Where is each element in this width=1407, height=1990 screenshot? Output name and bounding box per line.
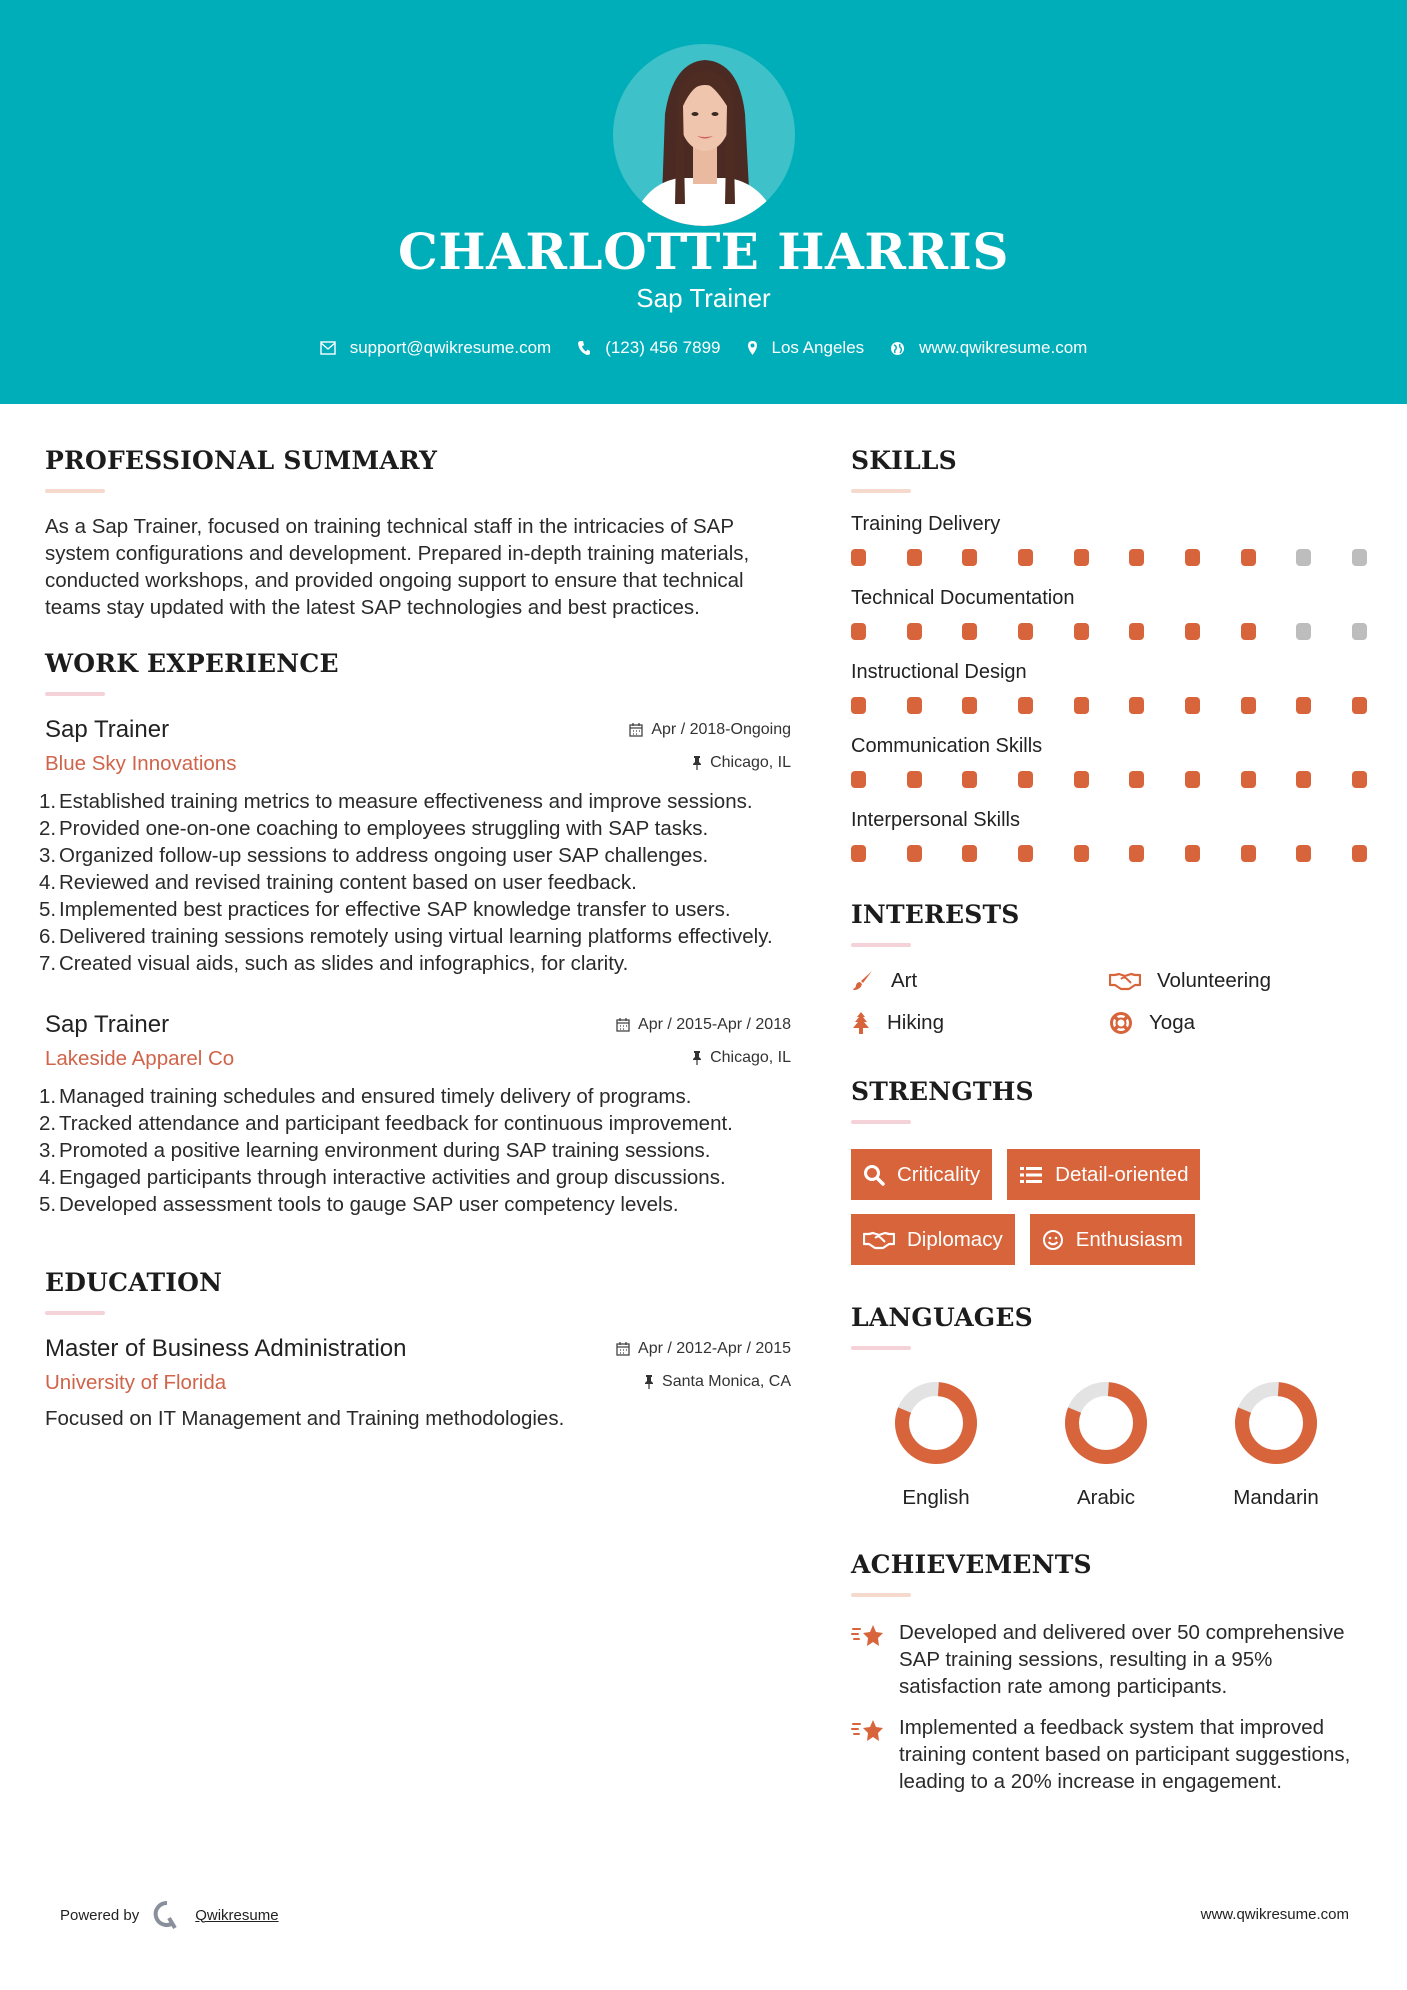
list-item: 6. Delivered training sessions remotely using virtual learning platforms effectively. (39, 925, 773, 948)
achievement-item (851, 1714, 1367, 1795)
contact-email[interactable] (320, 338, 552, 358)
rating-dot-filled (851, 771, 866, 788)
education-section (45, 1268, 791, 1432)
footer-website[interactable]: www.qwikresume.com (1200, 1906, 1349, 1923)
list-item: 5. Implemented best practices for effective SAP knowledge transfer to users. (39, 898, 731, 921)
strength-criticality (851, 1149, 992, 1200)
rating-dot-filled (1074, 697, 1089, 714)
education-dates (616, 1340, 791, 1358)
education-location (644, 1373, 791, 1391)
achievement-text: Implemented a feedback system that improved training content based on participant suggestions, leading to a 20% increase in engagement. (899, 1716, 1351, 1793)
pushpin-icon (692, 755, 702, 770)
strength-diplomacy (851, 1214, 1015, 1265)
skill-rating (851, 549, 1367, 566)
rating-dot-filled (962, 845, 977, 862)
powered-by-label: Powered by (60, 1906, 140, 1924)
list-item: 4. Reviewed and revised training content based on user feedback. (39, 871, 637, 894)
interest-hiking (851, 1011, 1109, 1035)
rating-dot-filled (1241, 623, 1256, 640)
language-name: Mandarin (1233, 1486, 1319, 1509)
avatar (613, 44, 795, 226)
section-heading: WORK EXPERIENCE (45, 649, 339, 678)
resume-header (0, 0, 1407, 404)
list-item: 2. Tracked attendance and participant feedback for continuous improvement. (39, 1112, 733, 1135)
language-item (1191, 1378, 1361, 1510)
search-icon (863, 1164, 885, 1186)
candidate-title: Sap Trainer (636, 283, 771, 313)
school: University of Florida (45, 1371, 227, 1394)
job-dates (629, 721, 791, 739)
list-item: 1. Established training metrics to measure effectiveness and improve sessions. (39, 790, 753, 813)
website-text: www.qwikresume.com (919, 338, 1088, 357)
education-location-text: Santa Monica, CA (662, 1372, 791, 1390)
section-heading: SKILLS (851, 446, 957, 475)
skill-name: Instructional Design (851, 661, 1027, 683)
job-entry (39, 716, 791, 977)
job-bullets (39, 788, 791, 977)
strength-label: Diplomacy (907, 1227, 1003, 1251)
rating-dot-empty (1352, 623, 1367, 640)
list-item: 4. Engaged participants through interactive activities and group discussions. (39, 1166, 726, 1189)
rating-dot-filled (1018, 623, 1033, 640)
section-divider (851, 1593, 911, 1597)
skill-rating (851, 771, 1367, 788)
job-location-text: Chicago, IL (710, 753, 791, 771)
rating-dot-filled (1352, 697, 1367, 714)
section-heading: PROFESSIONAL SUMMARY (45, 446, 438, 475)
paintbrush-icon (851, 969, 875, 993)
strength-detail-oriented (1007, 1149, 1200, 1200)
section-divider (45, 489, 105, 493)
language-name: English (902, 1486, 970, 1509)
rating-dot-filled (1018, 697, 1033, 714)
rating-dot-filled (907, 623, 922, 640)
skill-item (851, 587, 1367, 640)
interest-label: Art (891, 969, 918, 992)
experience-section (39, 649, 791, 1218)
skill-name: Communication Skills (851, 735, 1043, 757)
rating-dot-filled (1129, 623, 1144, 640)
section-divider (851, 943, 911, 947)
rating-dot-filled (1129, 771, 1144, 788)
skill-name: Interpersonal Skills (851, 809, 1020, 831)
language-donut-chart (891, 1378, 981, 1468)
rating-dot-filled (1074, 771, 1089, 788)
interest-label: Yoga (1149, 1011, 1195, 1034)
rating-dot-filled (1241, 697, 1256, 714)
section-heading: STRENGTHS (851, 1077, 1034, 1106)
shooting-star-icon (851, 1621, 885, 1651)
interest-art (851, 969, 1109, 993)
language-item (1021, 1378, 1191, 1510)
globe-icon (890, 341, 905, 356)
skill-item (851, 809, 1367, 862)
rating-dot-filled (1074, 623, 1089, 640)
pushpin-icon (692, 1050, 702, 1065)
achievements-section (851, 1550, 1367, 1795)
job-company: Blue Sky Innovations (45, 752, 237, 775)
rating-dot-filled (1241, 771, 1256, 788)
job-title: Sap Trainer (45, 1011, 170, 1038)
job-title: Sap Trainer (45, 716, 170, 743)
rating-dot-filled (1185, 845, 1200, 862)
candidate-name: CHARLOTTE HARRIS (398, 222, 1009, 281)
job-dates (616, 1016, 791, 1034)
phone-text: (123) 456 7899 (605, 338, 721, 357)
pushpin-icon (644, 1374, 654, 1389)
list-item: 2. Provided one-on-one coaching to employees struggling with SAP tasks. (39, 817, 709, 840)
envelope-icon (320, 341, 336, 355)
smile-icon (1042, 1229, 1064, 1251)
interests-section (851, 900, 1367, 1035)
achievement-item (851, 1619, 1367, 1700)
section-divider (851, 1346, 911, 1350)
skill-item (851, 513, 1367, 566)
job-company: Lakeside Apparel Co (45, 1047, 235, 1070)
rating-dot-filled (907, 549, 922, 566)
skill-name: Technical Documentation (851, 587, 1075, 609)
rating-dot-filled (851, 697, 866, 714)
location-text: Los Angeles (771, 338, 865, 357)
shooting-star-icon (851, 1716, 885, 1746)
education-entry (45, 1335, 791, 1432)
contact-phone[interactable] (577, 338, 720, 358)
strength-enthusiasm (1030, 1214, 1195, 1265)
life-ring-icon (1109, 1011, 1133, 1035)
strength-label: Detail-oriented (1055, 1162, 1189, 1186)
section-divider (45, 692, 105, 696)
achievement-text: Developed and delivered over 50 comprehensive SAP training sessions, resulting in a 95% satisfaction rate among participants. (899, 1621, 1345, 1698)
rating-dot-filled (1129, 549, 1144, 566)
skill-item (851, 735, 1367, 788)
rating-dot-filled (1074, 549, 1089, 566)
list-item: 7. Created visual aids, such as slides and infographics, for clarity. (39, 952, 629, 975)
rating-dot-filled (962, 549, 977, 566)
contact-website[interactable] (890, 338, 1087, 358)
degree: Master of Business Administration (45, 1335, 407, 1362)
rating-dot-empty (1352, 549, 1367, 566)
strength-label: Criticality (897, 1162, 981, 1186)
rating-dot-filled (1185, 549, 1200, 566)
education-dates-text: Apr / 2012-Apr / 2015 (638, 1339, 791, 1357)
interest-label: Volunteering (1157, 969, 1271, 992)
rating-dot-filled (1296, 845, 1311, 862)
footer-powered-by (60, 1900, 279, 1930)
list-item: 3. Promoted a positive learning environment during SAP training sessions. (39, 1139, 711, 1162)
section-heading: LANGUAGES (851, 1303, 1033, 1332)
summary-section (45, 446, 791, 621)
language-donut-chart (1061, 1378, 1151, 1468)
rating-dot-filled (907, 697, 922, 714)
rating-dot-filled (1185, 697, 1200, 714)
rating-dot-filled (1185, 771, 1200, 788)
rating-dot-filled (1018, 549, 1033, 566)
section-divider (851, 1120, 911, 1124)
education-description: Focused on IT Management and Training methodologies. (45, 1407, 565, 1430)
rating-dot-filled (1018, 845, 1033, 862)
rating-dot-filled (1296, 771, 1311, 788)
strengths-section (851, 1077, 1367, 1265)
language-donut-chart (1231, 1378, 1321, 1468)
language-name: Arabic (1076, 1486, 1136, 1509)
job-dates-text: Apr / 2018-Ongoing (651, 720, 791, 738)
right-column (851, 446, 1367, 1795)
job-bullets (39, 1083, 791, 1218)
rating-dot-empty (1296, 623, 1311, 640)
interest-yoga (1109, 1011, 1367, 1035)
handshake-icon (1109, 971, 1141, 991)
list-icon (1019, 1165, 1043, 1185)
rating-dot-filled (907, 771, 922, 788)
rating-dot-filled (962, 623, 977, 640)
list-item: 5. Developed assessment tools to gauge SAP user competency levels. (39, 1193, 679, 1216)
rating-dot-filled (1352, 771, 1367, 788)
rating-dot-empty (1296, 549, 1311, 566)
job-location-text: Chicago, IL (710, 1048, 791, 1066)
skill-rating (851, 697, 1367, 714)
map-marker-icon (747, 340, 758, 356)
skill-name: Training Delivery (851, 513, 1001, 535)
list-item: 3. Organized follow-up sessions to address ongoing user SAP challenges. (39, 844, 709, 867)
rating-dot-filled (907, 845, 922, 862)
calendar-icon (629, 722, 643, 737)
rating-dot-filled (1129, 845, 1144, 862)
rating-dot-filled (851, 623, 866, 640)
tree-icon (851, 1011, 871, 1035)
summary-text: As a Sap Trainer, focused on training technical staff in the intricacies of SAP system configurations and development. Prepared in-depth training materials, conducted workshops, and provided ongoing support to ensure that technical teams stay updated with the latest SAP technologies and best practices. (45, 515, 750, 619)
rating-dot-filled (1018, 771, 1033, 788)
section-divider (851, 489, 911, 493)
strength-label: Enthusiasm (1075, 1227, 1183, 1251)
rating-dot-filled (1074, 845, 1089, 862)
job-entry (39, 1011, 791, 1218)
contact-location (747, 338, 865, 358)
rating-dot-filled (851, 549, 866, 566)
email-text: support@qwikresume.com (349, 338, 552, 357)
list-item: 1. Managed training schedules and ensured timely delivery of programs. (39, 1085, 692, 1108)
interest-volunteering (1109, 969, 1367, 993)
section-heading: ACHIEVEMENTS (851, 1550, 1092, 1579)
qwikresume-link[interactable]: Qwikresume (195, 1906, 279, 1924)
section-heading: INTERESTS (851, 900, 1020, 929)
rating-dot-filled (851, 845, 866, 862)
language-item (851, 1378, 1021, 1510)
rating-dot-filled (962, 771, 977, 788)
skill-rating (851, 623, 1367, 640)
rating-dot-filled (1296, 697, 1311, 714)
rating-dot-filled (1241, 549, 1256, 566)
rating-dot-filled (1129, 697, 1144, 714)
section-heading: EDUCATION (45, 1268, 223, 1297)
qwikresume-logo-icon (153, 1900, 181, 1930)
contact-bar (0, 338, 1407, 358)
left-column (39, 446, 791, 1432)
job-location (692, 1049, 791, 1067)
skills-section (851, 446, 1367, 862)
skill-item (851, 661, 1367, 714)
skill-rating (851, 845, 1367, 862)
rating-dot-filled (962, 697, 977, 714)
rating-dot-filled (1185, 623, 1200, 640)
rating-dot-filled (1352, 845, 1367, 862)
job-dates-text: Apr / 2015-Apr / 2018 (638, 1015, 791, 1033)
phone-icon (577, 340, 591, 356)
languages-section (851, 1303, 1367, 1510)
job-location (692, 754, 791, 772)
rating-dot-filled (1241, 845, 1256, 862)
calendar-icon (616, 1341, 630, 1356)
interest-label: Hiking (887, 1011, 944, 1034)
handshake-icon (863, 1230, 895, 1250)
section-divider (45, 1311, 105, 1315)
calendar-icon (616, 1017, 630, 1032)
